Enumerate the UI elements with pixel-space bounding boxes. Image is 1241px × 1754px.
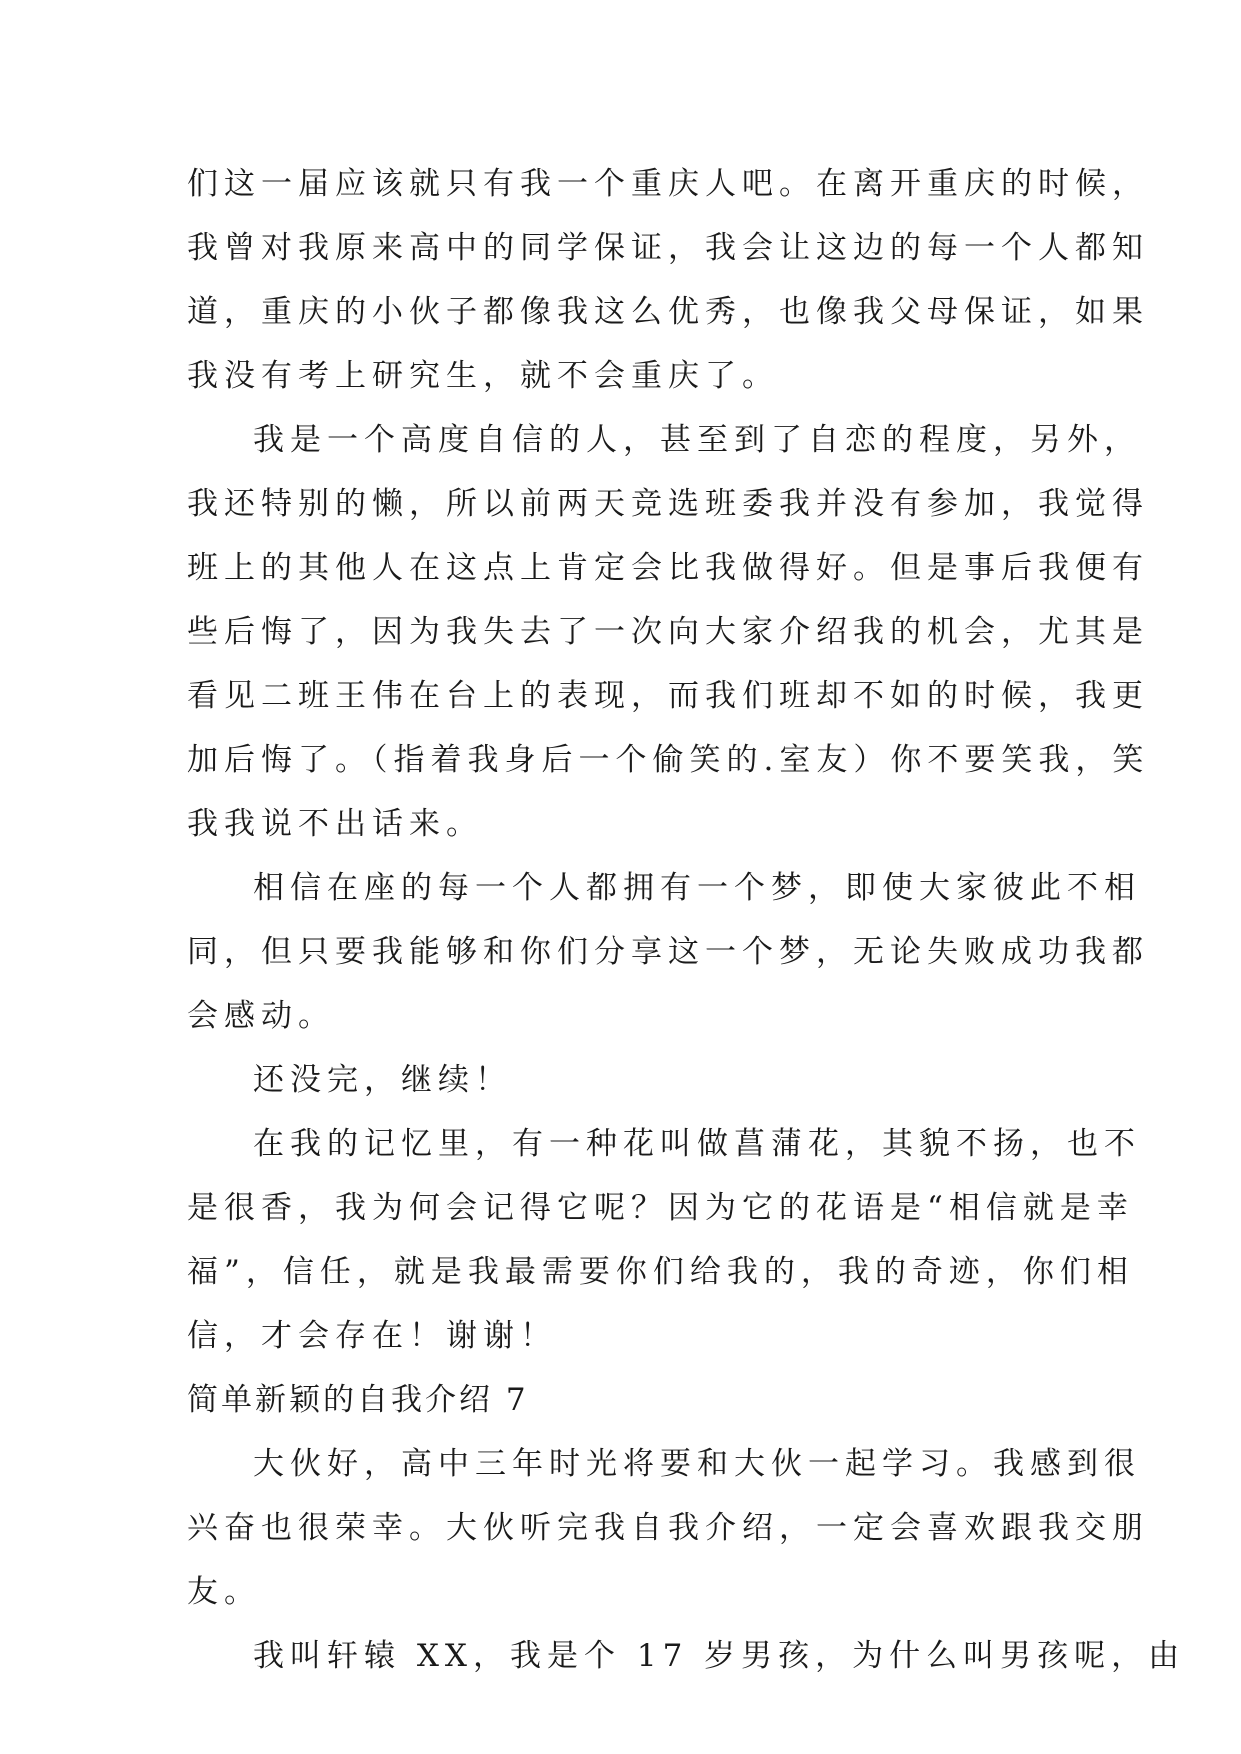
paragraph-first-line: 还没完，继续！ xyxy=(253,1062,512,1098)
text-line: 兴奋也很荣幸。大伙听完我自我介绍，一定会喜欢跟我交朋 xyxy=(187,1510,1149,1546)
paragraph-first-line: 我叫轩辕 XX，我是个 17 岁男孩，为什么叫男孩呢，由 xyxy=(253,1638,1186,1674)
paragraph-first-line: 相信在座的每一个人都拥有一个梦，即使大家彼此不相 xyxy=(253,870,1141,906)
text-line: 信，才会存在！谢谢！ xyxy=(187,1318,557,1354)
text-line: 我没有考上研究生，就不会重庆了。 xyxy=(187,358,779,394)
text-line: 道，重庆的小伙子都像我这么优秀，也像我父母保证，如果 xyxy=(187,294,1149,330)
text-line: 是很香，我为何会记得它呢？因为它的花语是“相信就是幸 xyxy=(187,1190,1134,1226)
text-line: 们这一届应该就只有我一个重庆人吧。在离开重庆的时候， xyxy=(187,166,1149,202)
text-line: 我曾对我原来高中的同学保证，我会让这边的每一个人都知 xyxy=(187,230,1149,266)
paragraph-first-line: 大伙好，高中三年时光将要和大伙一起学习。我感到很 xyxy=(253,1446,1141,1482)
text-line: 同，但只要我能够和你们分享这一个梦，无论失败成功我都 xyxy=(187,934,1149,970)
text-line: 福”，信任，就是我最需要你们给我的，我的奇迹，你们相 xyxy=(187,1254,1134,1290)
text-line: 加后悔了。（指着我身后一个偷笑的.室友）你不要笑我，笑 xyxy=(187,742,1150,778)
section-heading: 简单新颖的自我介绍 7 xyxy=(187,1382,529,1418)
text-line: 班上的其他人在这点上肯定会比我做得好。但是事后我便有 xyxy=(187,550,1149,586)
text-line: 看见二班王伟在台上的表现，而我们班却不如的时候，我更 xyxy=(187,678,1149,714)
text-line: 会感动。 xyxy=(187,998,335,1034)
text-line: 友。 xyxy=(187,1574,261,1610)
text-line: 我我说不出话来。 xyxy=(187,806,483,842)
text-line: 些后悔了，因为我失去了一次向大家介绍我的机会，尤其是 xyxy=(187,614,1149,650)
text-line: 我还特别的懒，所以前两天竞选班委我并没有参加，我觉得 xyxy=(187,486,1149,522)
paragraph-first-line: 我是一个高度自信的人，甚至到了自恋的程度，另外， xyxy=(253,422,1141,458)
document-body xyxy=(187,152,1186,1688)
paragraph-first-line: 在我的记忆里，有一种花叫做菖蒲花，其貌不扬，也不 xyxy=(253,1126,1141,1162)
